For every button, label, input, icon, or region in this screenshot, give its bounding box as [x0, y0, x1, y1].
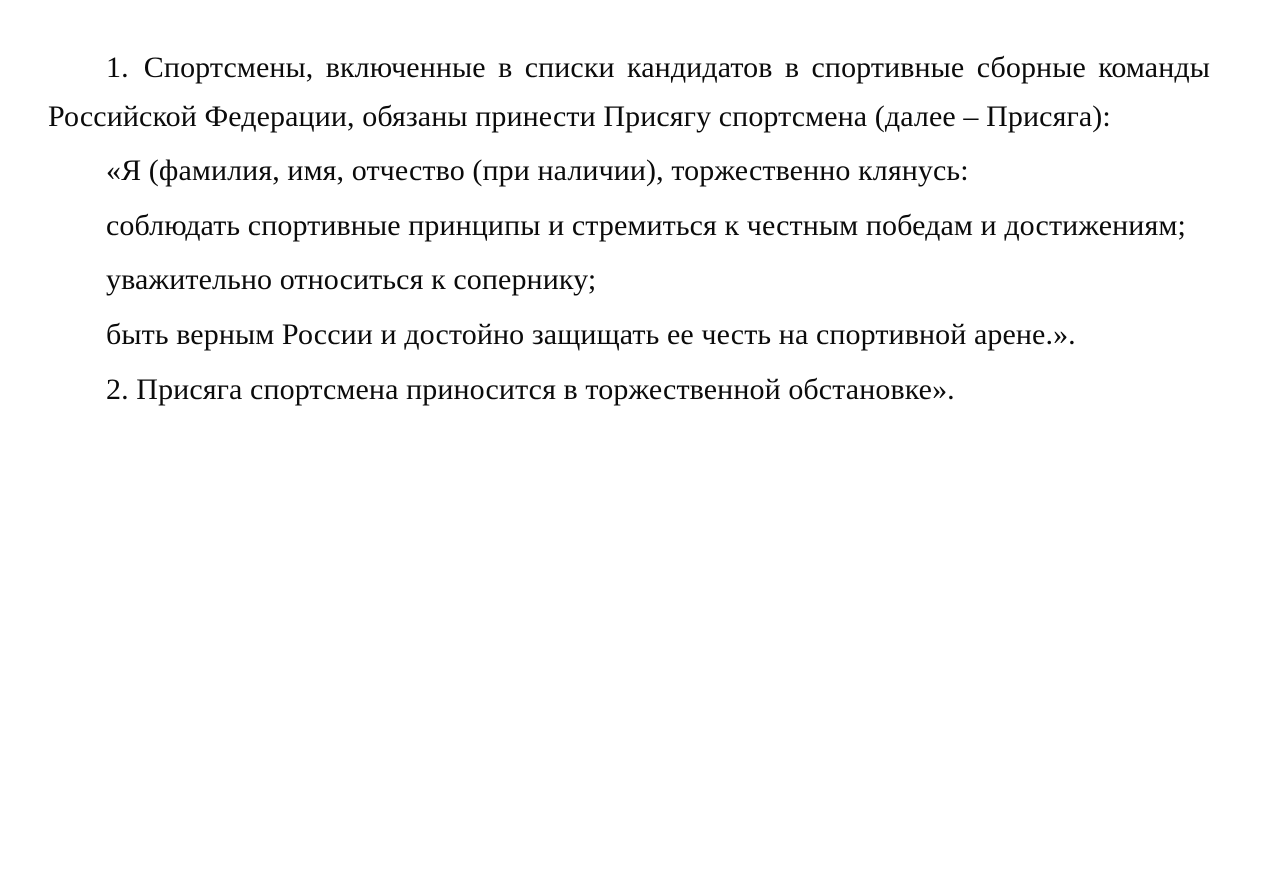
paragraph-oath-line-3: быть верным России и достойно защищать ее честь на спортивной арене.».: [106, 317, 1076, 351]
paragraph-oath-line-2: уважительно относиться к сопернику;: [106, 263, 597, 297]
paragraph-oath-line-1: соблюдать спортивные принципы и стремиться к честным победам и достижениям;: [106, 208, 1186, 242]
paragraph-clause-1: 1. Спортсмены, включенные в списки кандидатов в спортивные сборные команды Российской Федерации, обязаны принести Присягу спортсмена (далее – Присяга):: [48, 51, 1210, 133]
paragraph-oath-opening: «Я (фамилия, имя, отчество (при наличии), торжественно клянусь:: [106, 154, 969, 188]
paragraph-clause-2: 2. Присяга спортсмена приносится в торжественной обстановке».: [106, 372, 955, 406]
